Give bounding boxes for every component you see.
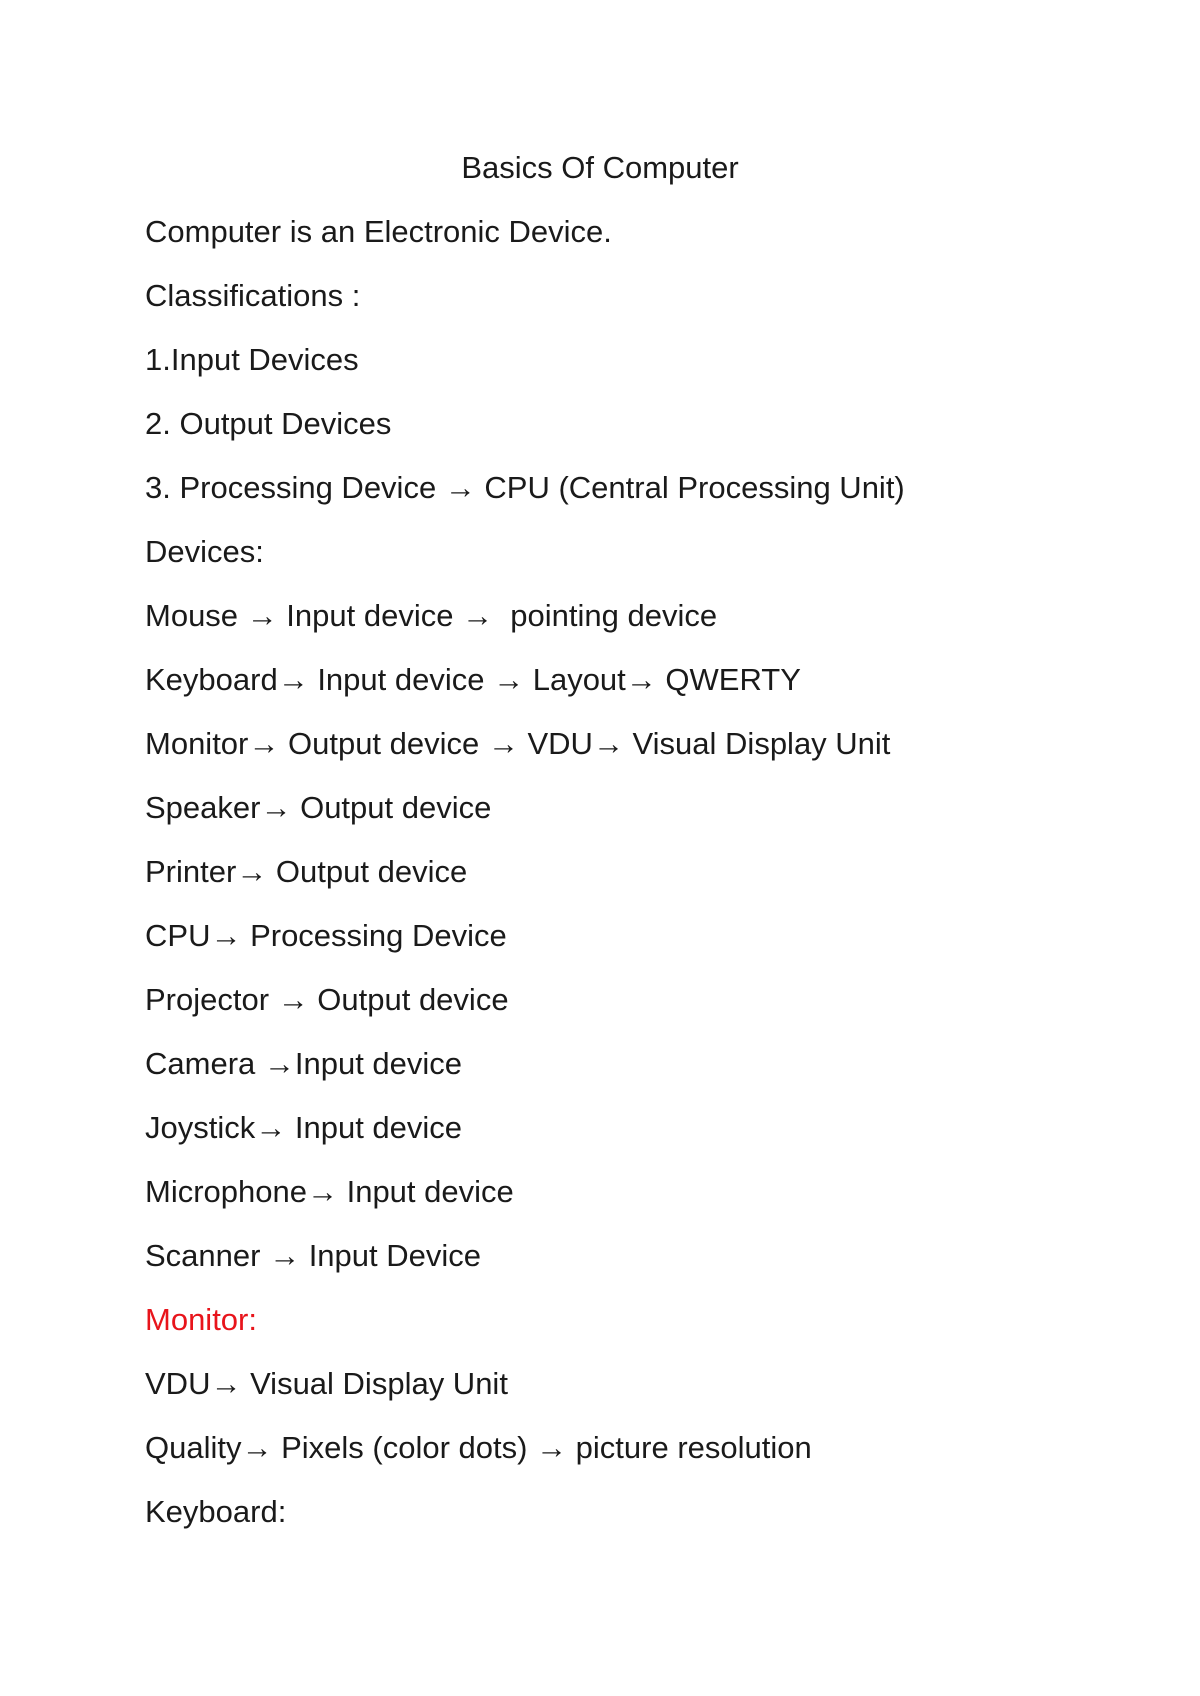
document-title: Basics Of Computer [461, 150, 739, 185]
text-line: Keyboard→ Input device → Layout→ QWERTY [145, 662, 801, 697]
text-line: CPU→ Processing Device [145, 918, 507, 953]
text-line: Devices: [145, 534, 264, 569]
document-body [145, 212, 1145, 1556]
text-line: Microphone→ Input device [145, 1174, 514, 1209]
section-heading-monitor: Monitor: [145, 1302, 257, 1337]
text-line: Joystick→ Input device [145, 1110, 463, 1145]
text-line: Monitor→ Output device → VDU→ Visual Display Unit [145, 726, 891, 761]
text-line: 1.Input Devices [145, 342, 359, 377]
text-line: Computer is an Electronic Device. [145, 214, 612, 249]
text-line: Mouse → Input device → pointing device [145, 598, 718, 633]
text-line: Printer→ Output device [145, 854, 468, 889]
text-line: Classifications : [145, 278, 361, 313]
text-line: 2. Output Devices [145, 406, 392, 441]
text-line: VDU→ Visual Display Unit [145, 1366, 508, 1401]
text-line: Quality→ Pixels (color dots) → picture resolution [145, 1430, 812, 1465]
text-line: Projector → Output device [145, 982, 509, 1017]
text-line: Scanner → Input Device [145, 1238, 482, 1273]
text-line: Camera →Input device [145, 1046, 463, 1081]
section-heading-keyboard: Keyboard: [145, 1494, 287, 1529]
text-line: 3. Processing Device → CPU (Central Processing Unit) [145, 470, 905, 505]
text-line: Speaker→ Output device [145, 790, 492, 825]
